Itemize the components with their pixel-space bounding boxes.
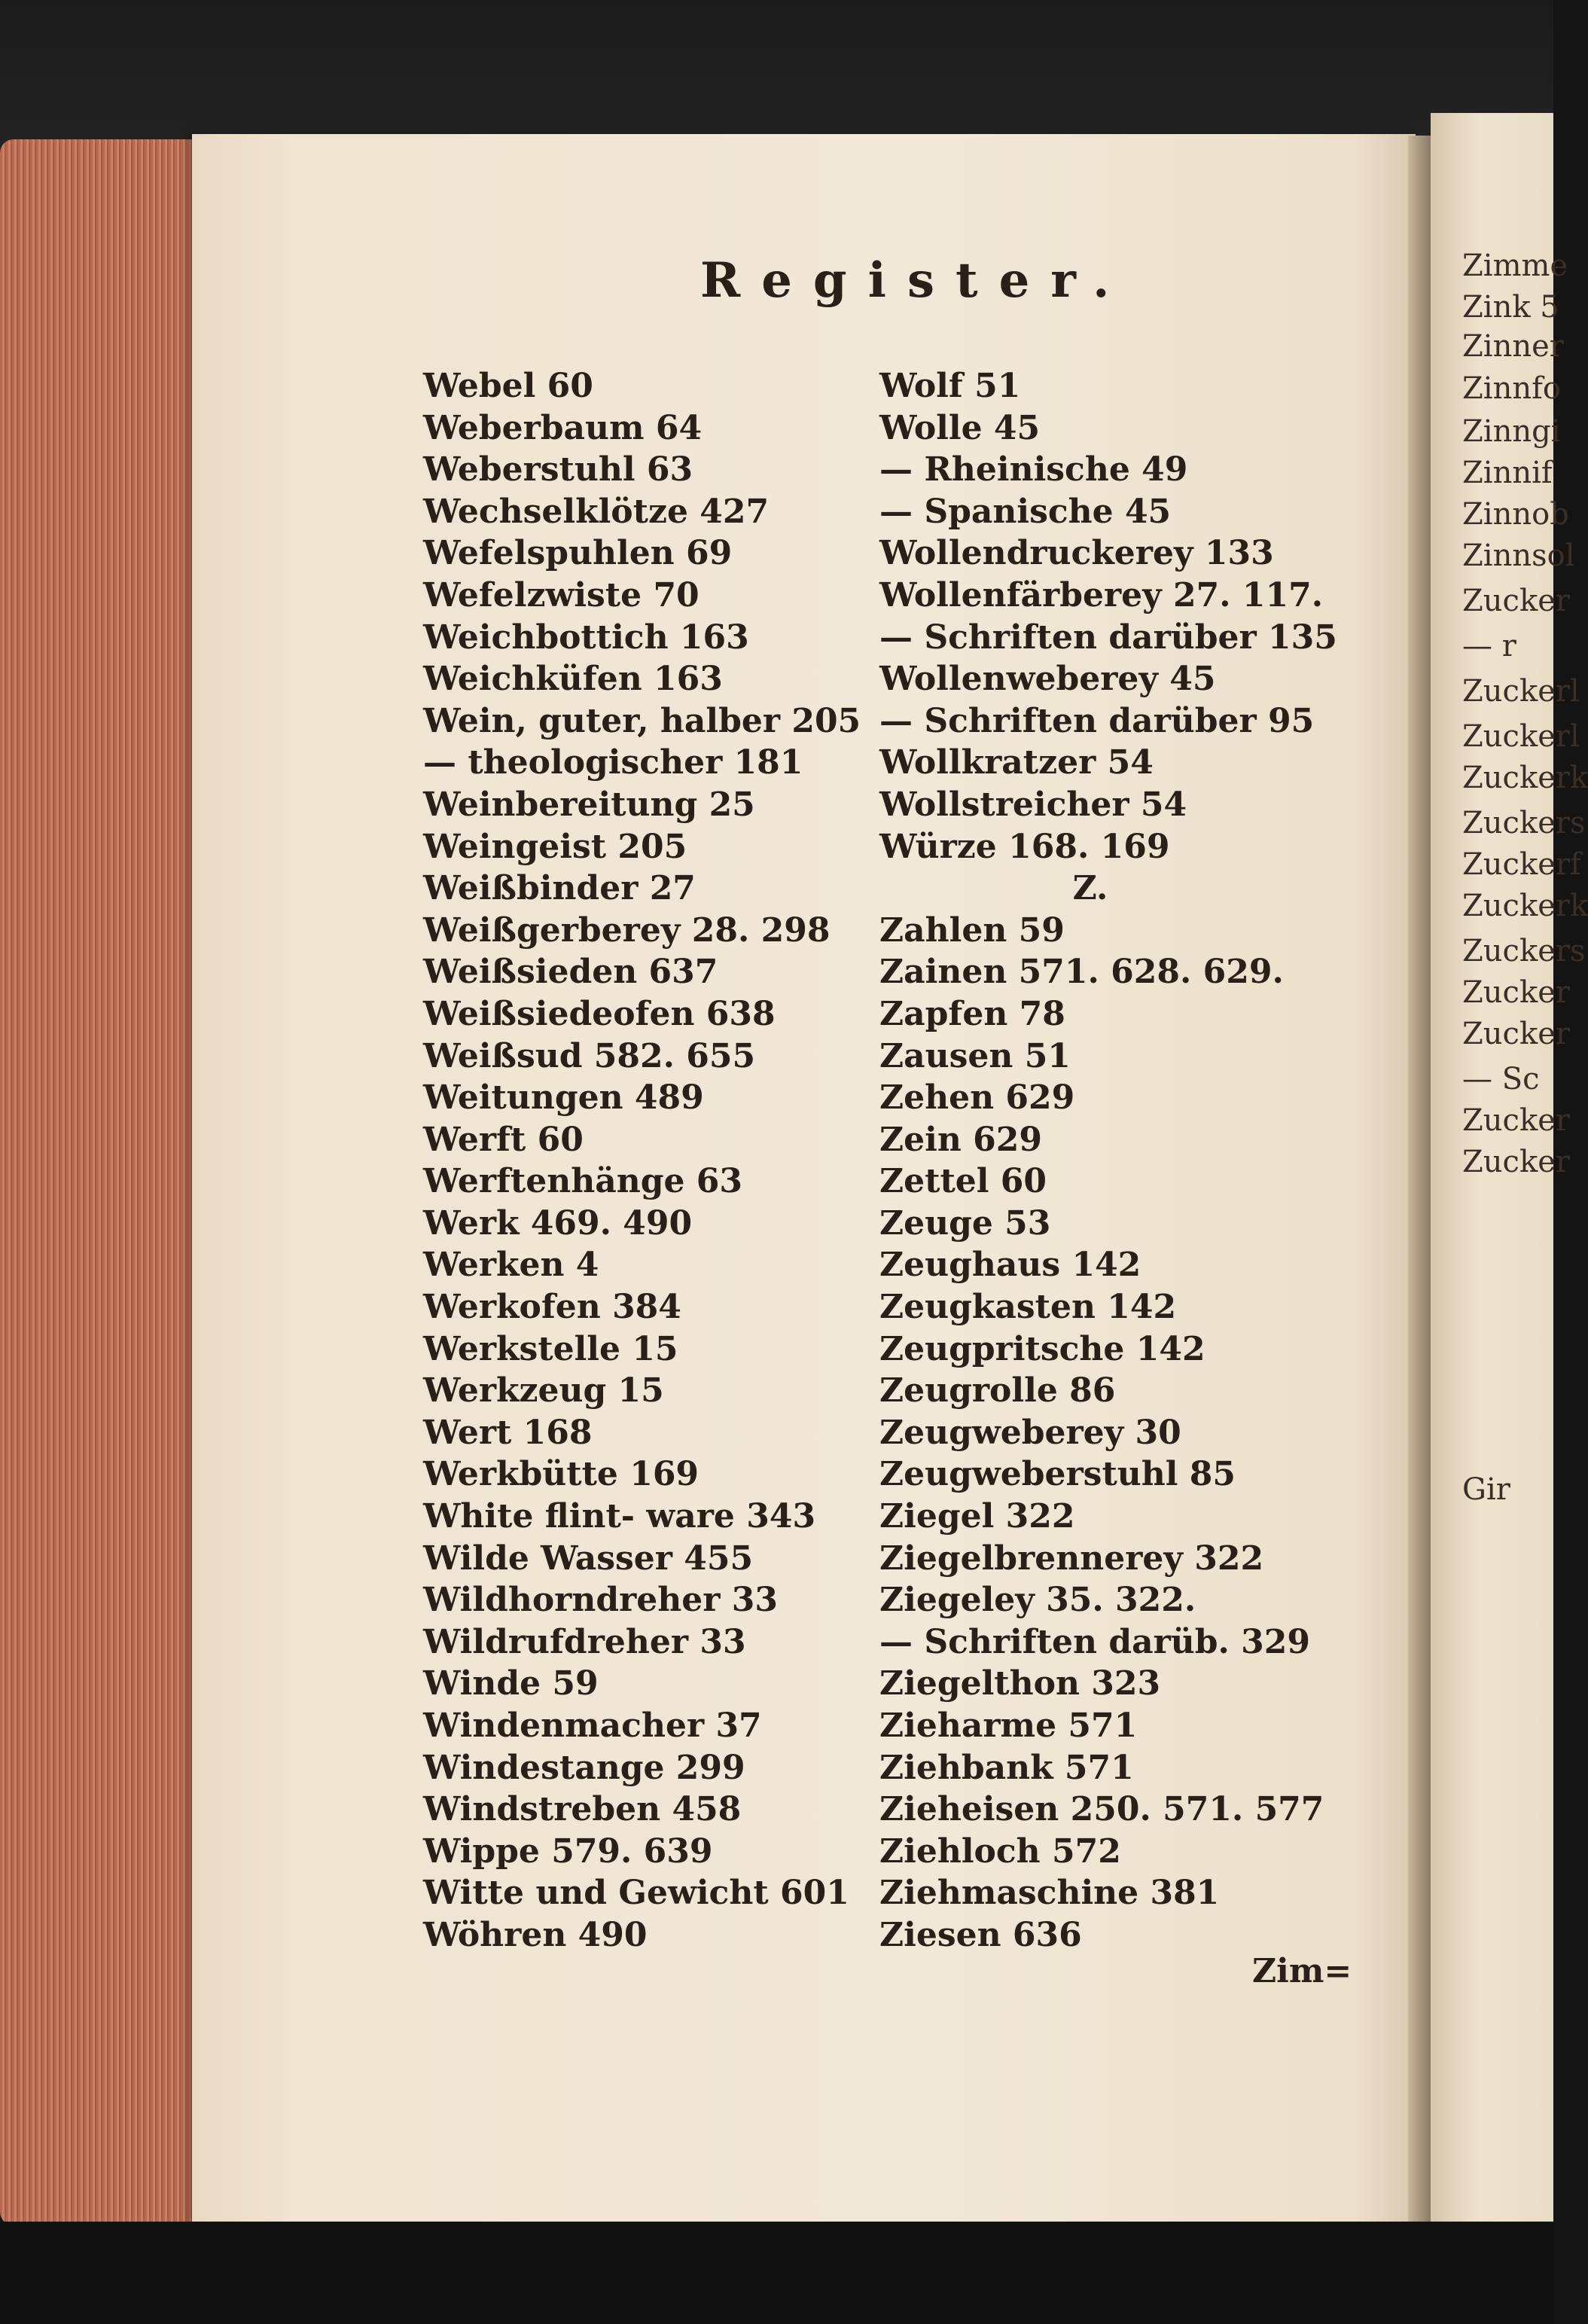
register-entry: Werkstelle 15 bbox=[423, 1329, 678, 1368]
section-heading: Z. bbox=[1072, 869, 1108, 908]
register-entry: — Schriften darüber 135 bbox=[879, 618, 1337, 657]
register-entry: Werkzeug 15 bbox=[423, 1371, 664, 1411]
register-column-left bbox=[423, 365, 861, 1956]
register-entry: Zeuge 53 bbox=[879, 1203, 1051, 1243]
register-entry: — Rheinische 49 bbox=[879, 450, 1188, 490]
facing-page-text: Zimme bbox=[1462, 249, 1568, 283]
register-entry: Wollenfärberey 27. 117. bbox=[879, 575, 1324, 615]
register-entry: Weichküfen 163 bbox=[423, 660, 723, 699]
register-entry: Werkofen 384 bbox=[423, 1288, 681, 1327]
register-entry: Wefelspuhlen 69 bbox=[423, 534, 733, 573]
register-entry: Ziehbank 571 bbox=[879, 1748, 1134, 1787]
register-entry: Wildhorndreher 33 bbox=[423, 1581, 779, 1620]
facing-page-text: Zinnfo bbox=[1462, 371, 1561, 406]
facing-page-text: Zucker bbox=[1462, 1103, 1570, 1138]
facing-page-text: Zinnif bbox=[1462, 456, 1553, 490]
facing-page-text: Zucker bbox=[1462, 975, 1570, 1010]
facing-page-text: Zucker bbox=[1462, 1017, 1570, 1051]
facing-page-text: — Sc bbox=[1462, 1062, 1540, 1096]
register-entry: Wechselklötze 427 bbox=[423, 492, 770, 531]
register-entry: Werkbütte 169 bbox=[423, 1455, 700, 1494]
facing-page-text: Zinnob bbox=[1462, 497, 1569, 532]
register-entry: Weichbottich 163 bbox=[423, 618, 749, 657]
register-entry: Wollenweberey 45 bbox=[879, 660, 1216, 699]
register-entry: Zainen 571. 628. 629. bbox=[879, 953, 1284, 992]
register-entry: Wollendruckerey 133 bbox=[879, 534, 1274, 573]
register-entry: Weinbereitung 25 bbox=[423, 785, 755, 824]
register-entry: Zeugrolle 86 bbox=[879, 1371, 1116, 1411]
register-entry: Zeugweberstuhl 85 bbox=[879, 1455, 1236, 1494]
register-entry: Wildrufdreher 33 bbox=[423, 1622, 746, 1661]
register-entry: Zeugpritsche 142 bbox=[879, 1329, 1205, 1368]
register-entry: Zieharme 571 bbox=[879, 1706, 1138, 1745]
facing-page-text: — r bbox=[1462, 629, 1516, 663]
register-entry: — Schriften darüber 95 bbox=[879, 701, 1315, 740]
facing-page-text: Zuckerk bbox=[1462, 761, 1588, 795]
facing-page-text: Zuckerl bbox=[1462, 719, 1580, 754]
facing-page-text: Zuckerl bbox=[1462, 674, 1580, 709]
facing-page-text: Zinner bbox=[1462, 329, 1564, 364]
register-entry: Wollstreicher 54 bbox=[879, 785, 1187, 824]
register-entry: Zehen 629 bbox=[879, 1078, 1075, 1118]
register-entry: Wolle 45 bbox=[879, 408, 1041, 447]
facing-page-text: Zink 5 bbox=[1462, 290, 1559, 325]
register-entry: Zieheisen 250. 571. 577 bbox=[879, 1790, 1324, 1829]
register-column-right bbox=[879, 365, 1337, 1956]
register-entry: Wollkratzer 54 bbox=[879, 743, 1154, 782]
register-entry: Ziehmaschine 381 bbox=[879, 1874, 1220, 1913]
book-gutter bbox=[1408, 136, 1431, 2222]
register-entry: Ziegelbrennerey 322 bbox=[879, 1539, 1264, 1578]
register-entry: Wöhren 490 bbox=[423, 1915, 648, 1954]
register-entry: Weißbinder 27 bbox=[423, 869, 696, 908]
register-entry: Weitungen 489 bbox=[423, 1078, 704, 1118]
facing-page-text: Zuckerf bbox=[1462, 847, 1581, 882]
register-entry: Werken 4 bbox=[423, 1246, 599, 1285]
facing-page-text: Gir bbox=[1462, 1472, 1510, 1507]
register-entry: Zahlen 59 bbox=[879, 910, 1065, 950]
facing-page-text: Zuckerk bbox=[1462, 889, 1588, 923]
register-entry: Weißsud 582. 655 bbox=[423, 1036, 756, 1075]
facing-page-fragment bbox=[1431, 113, 1588, 2222]
facing-page-text: Zucker bbox=[1462, 1145, 1570, 1179]
register-entry: Ziegeley 35. 322. bbox=[879, 1581, 1196, 1620]
register-entry: Windenmacher 37 bbox=[423, 1706, 762, 1745]
catchword: Zim= bbox=[1252, 1952, 1352, 1990]
register-entry: Wolf 51 bbox=[879, 367, 1021, 405]
register-entry: Ziegelthon 323 bbox=[879, 1664, 1161, 1703]
background-cloth-top bbox=[0, 0, 1553, 151]
register-entry: Ziegel 322 bbox=[879, 1497, 1075, 1536]
register-entry: Wilde Wasser 455 bbox=[423, 1539, 754, 1578]
register-entry: Werftenhänge 63 bbox=[423, 1162, 743, 1201]
register-entry: Weißsieden 637 bbox=[423, 953, 718, 992]
facing-page-text: Zucker bbox=[1462, 584, 1570, 618]
register-entry: Wert 168 bbox=[423, 1413, 593, 1452]
register-entry: Zein 629 bbox=[879, 1120, 1042, 1159]
background-cloth-bottom bbox=[0, 2222, 1553, 2324]
register-entry: Zeugkasten 142 bbox=[879, 1288, 1177, 1327]
register-entry: — theologischer 181 bbox=[423, 743, 803, 782]
register-entry: Zausen 51 bbox=[879, 1036, 1071, 1075]
register-entry: Würze 168. 169 bbox=[879, 827, 1170, 866]
register-entry: Zapfen 78 bbox=[879, 994, 1065, 1033]
facing-page-text: Zinnsol bbox=[1462, 538, 1575, 573]
register-entry: Ziehloch 572 bbox=[879, 1831, 1121, 1871]
register-entry: Weißgerberey 28. 298 bbox=[423, 910, 831, 950]
register-entry: Webel 60 bbox=[423, 367, 593, 405]
register-entry: Weberstuhl 63 bbox=[423, 450, 693, 490]
facing-page-text: Zuckers bbox=[1462, 806, 1586, 840]
register-entry: White flint- ware 343 bbox=[423, 1497, 816, 1536]
register-entry: Zeugweberey 30 bbox=[879, 1413, 1181, 1452]
register-entry: Weingeist 205 bbox=[423, 827, 687, 866]
register-entry: Werk 469. 490 bbox=[423, 1203, 693, 1243]
book-page-edges bbox=[0, 139, 218, 2225]
register-entry: Zettel 60 bbox=[879, 1162, 1047, 1201]
facing-page-text: Zuckers bbox=[1462, 934, 1586, 968]
register-entry: Zeughaus 142 bbox=[879, 1246, 1141, 1285]
register-entry: Werft 60 bbox=[423, 1120, 584, 1159]
register-entry: Ziesen 636 bbox=[879, 1915, 1082, 1954]
register-entry: Wefelzwiste 70 bbox=[423, 575, 700, 615]
page-title: Register. bbox=[700, 252, 1131, 309]
register-entry: Wippe 579. 639 bbox=[423, 1831, 713, 1871]
register-entry: Weißsiedeofen 638 bbox=[423, 994, 776, 1033]
register-entry: Weberbaum 64 bbox=[423, 408, 703, 447]
register-entry: Windstreben 458 bbox=[423, 1790, 742, 1829]
register-entry: Witte und Gewicht 601 bbox=[423, 1874, 849, 1913]
facing-page-text: Zinngi bbox=[1462, 414, 1561, 449]
register-entry: Wein, guter, halber 205 bbox=[423, 701, 861, 740]
register-entry: Winde 59 bbox=[423, 1664, 599, 1703]
register-entry: — Spanische 45 bbox=[879, 492, 1172, 531]
register-entry: — Schriften darüb. 329 bbox=[879, 1622, 1311, 1661]
register-entry: Windestange 299 bbox=[423, 1748, 745, 1787]
